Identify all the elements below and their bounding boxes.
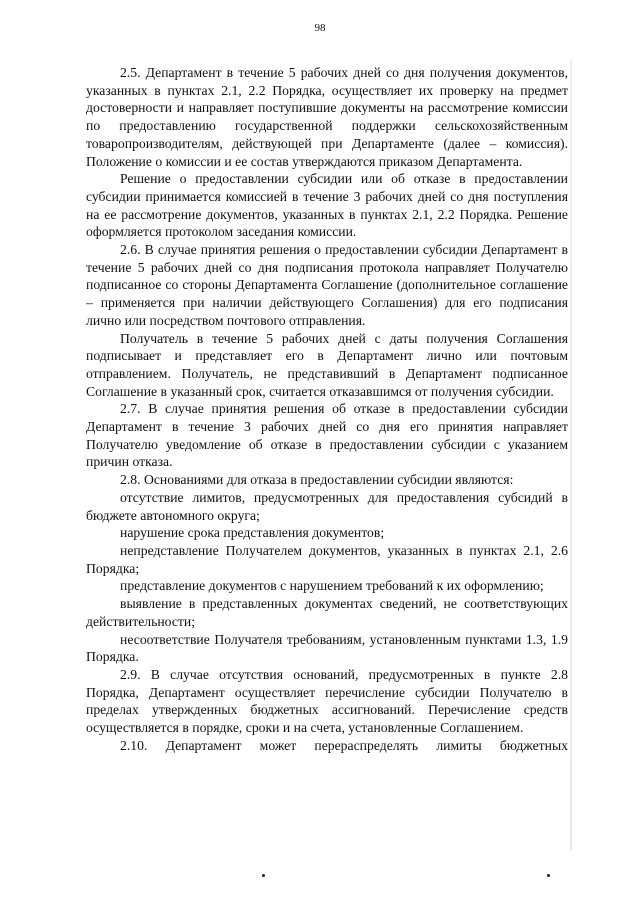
paragraph-2-7: 2.7. В случае принятия решения об отказе в предоставлении субсидии Департамент в течение 3 рабочих дней со дня его принятия направляет Получателю уведомление об отказе в предоставлении субсидии с указанием причин отказа. (86, 401, 568, 470)
scan-speck (262, 874, 265, 877)
paragraph-2-8: 2.8. Основаниями для отказа в предоставлении субсидии являются: (120, 472, 514, 488)
document-body (86, 64, 568, 754)
paragraph-recipient: Получатель в течение 5 рабочих дней с даты получения Соглашения подписывает и представляет его в Департамент лично или почтовым отправлением. Получатель, не представивший в Департамент подписанное Соглашение в указанный срок, считается отказавшимся от получения субсидии. (86, 330, 568, 399)
paragraph-decision: Решение о предоставлении субсидии или об отказе в предоставлении субсидии принимается комиссией в течение 3 рабочих дней со дня поступления на ее рассмотрение документов, указанных в пунктах 2.1, 2.2 Порядка. Решение оформляется протоколом заседания комиссии. (86, 171, 568, 240)
list-item-deadline: нарушение срока представления документов; (120, 525, 385, 541)
paragraph-2-9: 2.9. В случае отсутствия оснований, предусмотренных в пункте 2.8 Порядка, Департамент осуществляет перечисление субсидии Получателю в пределах утвержденных бюджетных ассигнований. Перечисление средств осуществляется в порядке, сроки и на счета, установленные Соглашением. (86, 666, 568, 736)
page-number: 98 (314, 22, 326, 34)
list-item-noncompliance: несоответствие Получателя требованиям, установленным пунктами 1.3, 1.9 Порядка. (86, 631, 568, 665)
paragraph-2-5: 2.5. Департамент в течение 5 рабочих дней со дня получения документов, указанных в пунктах 2.1, 2.2 Порядка, осуществляет их проверку на предмет достоверности и направляет поступившие документы на рассмотрение комиссии по предоставлению государственной поддержки сельскохозяйственным товаропроизводителям, действующей при Департаменте (далее – комиссия). Положение о комиссии и ее состав утверждаются приказом Департамента. (86, 65, 568, 169)
list-item-no-limits: отсутствие лимитов, предусмотренных для предоставления субсидий в бюджете автономного округа; (86, 489, 568, 523)
scan-speck (547, 874, 550, 877)
list-item-missing-docs: непредставление Получателем документов, указанных в пунктах 2.1, 2.6 Порядка; (86, 542, 568, 576)
scan-edge-line (570, 60, 572, 850)
paragraph-2-6: 2.6. В случае принятия решения о предоставлении субсидии Департамент в течение 5 рабочих дней со дня подписания протокола направляет Получателю подписанное со стороны Департамента Соглашение (дополнительное соглашение – применяется при наличии действующего Соглашения) для его подписания лично или посредством почтового отправления. (86, 242, 568, 328)
list-item-format-violation: представление документов с нарушением требований к их оформлению; (120, 578, 544, 594)
paragraph-2-10: 2.10. Департамент может перераспределять лимиты бюджетных (120, 737, 568, 753)
list-item-false-info: выявление в представленных документах сведений, не соответствующих действительности; (86, 596, 568, 629)
